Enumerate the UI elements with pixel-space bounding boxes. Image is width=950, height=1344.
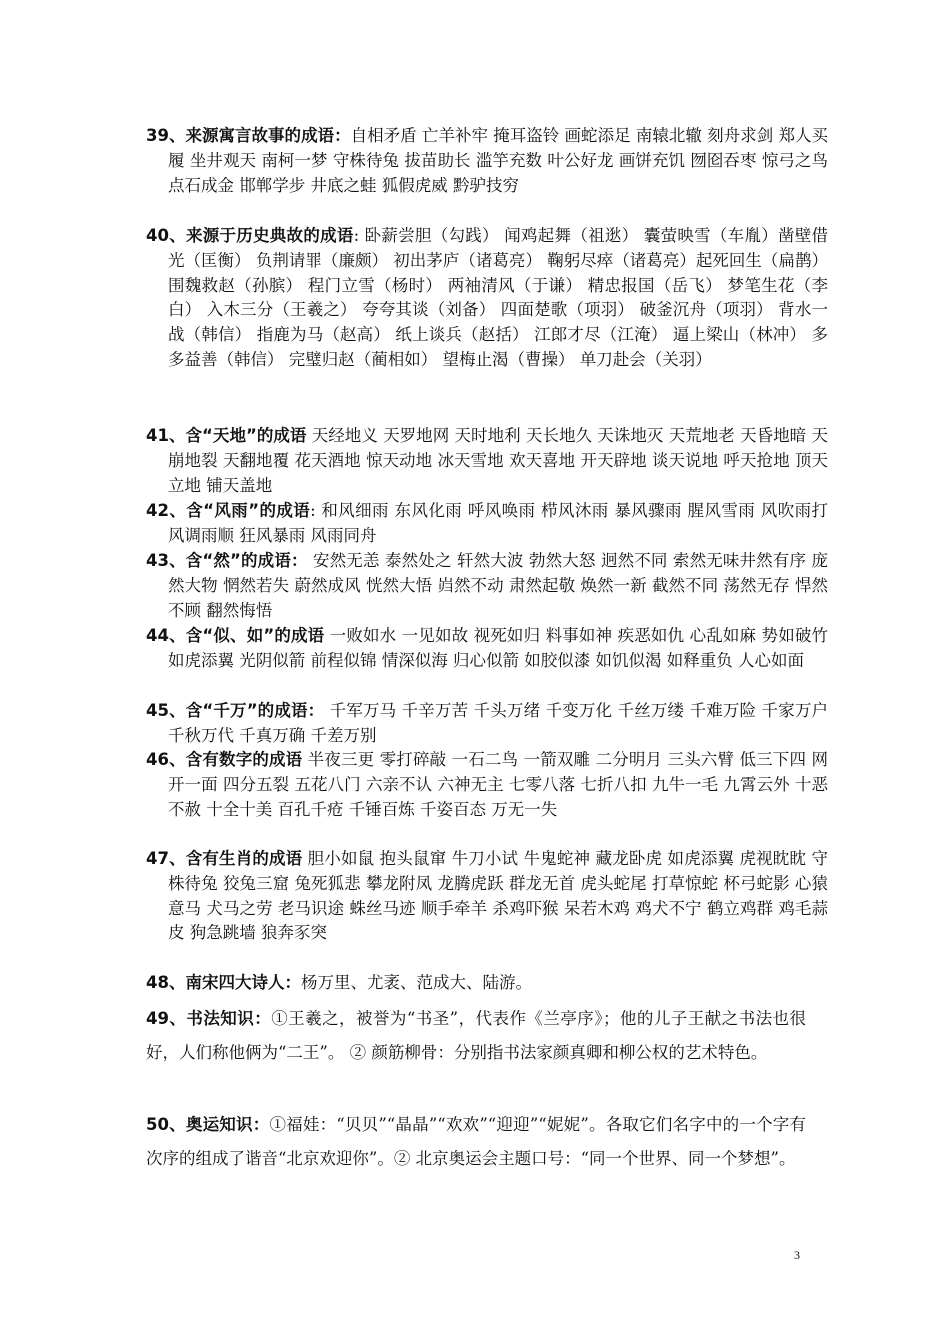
item-48-heading: 48、南宋四大诗人：	[146, 973, 301, 992]
item-45-body: 千军万马 千辛万苦 千头万绪 千变万化 千丝万缕 千难万险 千家万户 千秋万代 千真万确 千差万别	[168, 701, 829, 745]
item-41	[146, 424, 828, 498]
item-40-body: : 卧薪尝胆（勾践） 闻鸡起舞（祖逖） 囊萤映雪（车胤）凿壁借光（匡衡） 负荆请罪（廉颇） 初出茅庐（诸葛亮） 鞠躬尽瘁（诸葛亮）起死回生（扁鹊） 围魏救赵（孙膑） 程门立雪（杨时） 两袖清风（于谦） 精忠报国（岳飞） 梦笔生花（李白） 入木三分（王羲之） 夸夸其谈（刘备） 四面楚歌（项羽） 破釜沉舟（项羽） 背水一战（韩信） 指鹿为马（赵高） 纸上谈兵（赵括） 江郎才尽（江淹） 逼上梁山（林冲） 多多益善（韩信） 完璧归赵（蔺相如） 望梅止渴（曹操） 单刀赴会（关羽）	[168, 226, 828, 369]
item-43-body: 安然无恙 泰然处之 轩然大波 勃然大怒 迥然不同 索然无味井然有序 庞然大物 惘然若失 蔚然成风 恍然大悟 岿然不动 肃然起敬 焕然一新 截然不同 荡然无存 悍然不顾 翻然悔悟	[168, 551, 828, 620]
item-50-heading: 50、奥运知识：	[146, 1115, 270, 1134]
item-42	[146, 499, 828, 549]
item-50-body: ①福娃：“贝贝”“晶晶”“欢欢”“迎迎”“妮妮”。各取它们名字中的一个字有次序的组成了谐音“北京欢迎你”。② 北京奥运会主题口号：“同一个世界、同一个梦想”。	[146, 1115, 806, 1168]
item-39-body: 自相矛盾 亡羊补牢 掩耳盗铃 画蛇添足 南辕北辙 刻舟求剑 郑人买履 坐井观天 南柯一梦 守株待兔 拔苗助长 滥竽充数 叶公好龙 画饼充饥 囫囵吞枣 惊弓之鸟 点石成金 邯郸学步 井底之蛙 狐假虎威 黔驴技穷	[168, 126, 828, 195]
item-45-heading: 45、含“千万”的成语：	[146, 701, 325, 720]
item-46-heading: 46、含有数字的成语	[146, 750, 303, 769]
item-44-body: 一败如水 一见如故 视死如归 料事如神 疾恶如仇 心乱如麻 势如破竹 如虎添翼 光阴似箭 前程似锦 情深似海 归心似箭 如胶似漆 如饥似渴 如释重负 人心如面	[168, 626, 829, 670]
item-41-body: 天经地义 天罗地网 天时地利 天长地久 天诛地灭 天荒地老 天昏地暗 天崩地裂 天翻地覆 花天酒地 惊天动地 冰天雪地 欢天喜地 开天辟地 谈天说地 呼天抢地 顶天立地 铺天盖地	[168, 426, 828, 495]
item-47-heading: 47、含有生肖的成语	[146, 849, 303, 868]
item-45	[146, 699, 828, 749]
item-39	[146, 124, 828, 198]
item-43	[146, 549, 828, 623]
item-49	[146, 1002, 806, 1070]
item-47	[146, 847, 828, 946]
page-number: 3	[794, 1248, 800, 1262]
item-39-heading: 39、来源寓言故事的成语：	[146, 126, 351, 145]
item-47-body: 胆小如鼠 抱头鼠窜 牛刀小试 牛鬼蛇神 藏龙卧虎 如虎添翼 虎视眈眈 守株待兔 狡兔三窟 兔死狐悲 攀龙附凤 龙腾虎跃 群龙无首 虎头蛇尾 打草惊蛇 杯弓蛇影 心猿意马 犬马之劳 老马识途 蛛丝马迹 顺手牵羊 杀鸡吓猴 呆若木鸡 鸡犬不宁 鹤立鸡群 鸡毛蒜皮 狗急跳墙 狼奔豕突	[168, 849, 828, 943]
item-50	[146, 1108, 806, 1176]
item-49-body: ①王羲之，被誉为“书圣”，代表作《兰亭序》；他的儿子王献之书法也很好，人们称他俩为“二王”。 ② 颜筋柳骨：分别指书法家颜真卿和柳公权的艺术特色。	[146, 1009, 807, 1062]
item-49-heading: 49、书法知识：	[146, 1009, 272, 1028]
item-43-heading: 43、含“然”的成语：	[146, 551, 308, 570]
item-40-heading: 40、来源于历史典故的成语	[146, 226, 354, 245]
item-44	[146, 624, 828, 674]
item-48	[146, 971, 806, 996]
item-41-heading: 41、含“天地”的成语	[146, 426, 307, 445]
item-42-body: : 和风细雨 东风化雨 呼风唤雨 栉风沐雨 暴风骤雨 腥风雪雨 风吹雨打 风调雨顺 狂风暴雨 风雨同舟	[168, 501, 829, 545]
item-46-body: 半夜三更 零打碎敲 一石二鸟 一箭双雕 二分明月 三头六臂 低三下四 网开一面 四分五裂 五花八门 六亲不认 六神无主 七零八落 七折八扣 九牛一毛 九霄云外 十恶不赦 十全十美 百孔千疮 千锤百炼 千姿百态 万无一失	[168, 750, 828, 819]
item-46	[146, 748, 828, 822]
item-44-heading: 44、含“似、如”的成语	[146, 626, 325, 645]
item-48-body: 杨万里、尤袤、范成大、陆游。	[300, 973, 532, 992]
item-42-heading: 42、含“风雨”的成语	[146, 501, 311, 520]
item-40	[146, 224, 828, 373]
